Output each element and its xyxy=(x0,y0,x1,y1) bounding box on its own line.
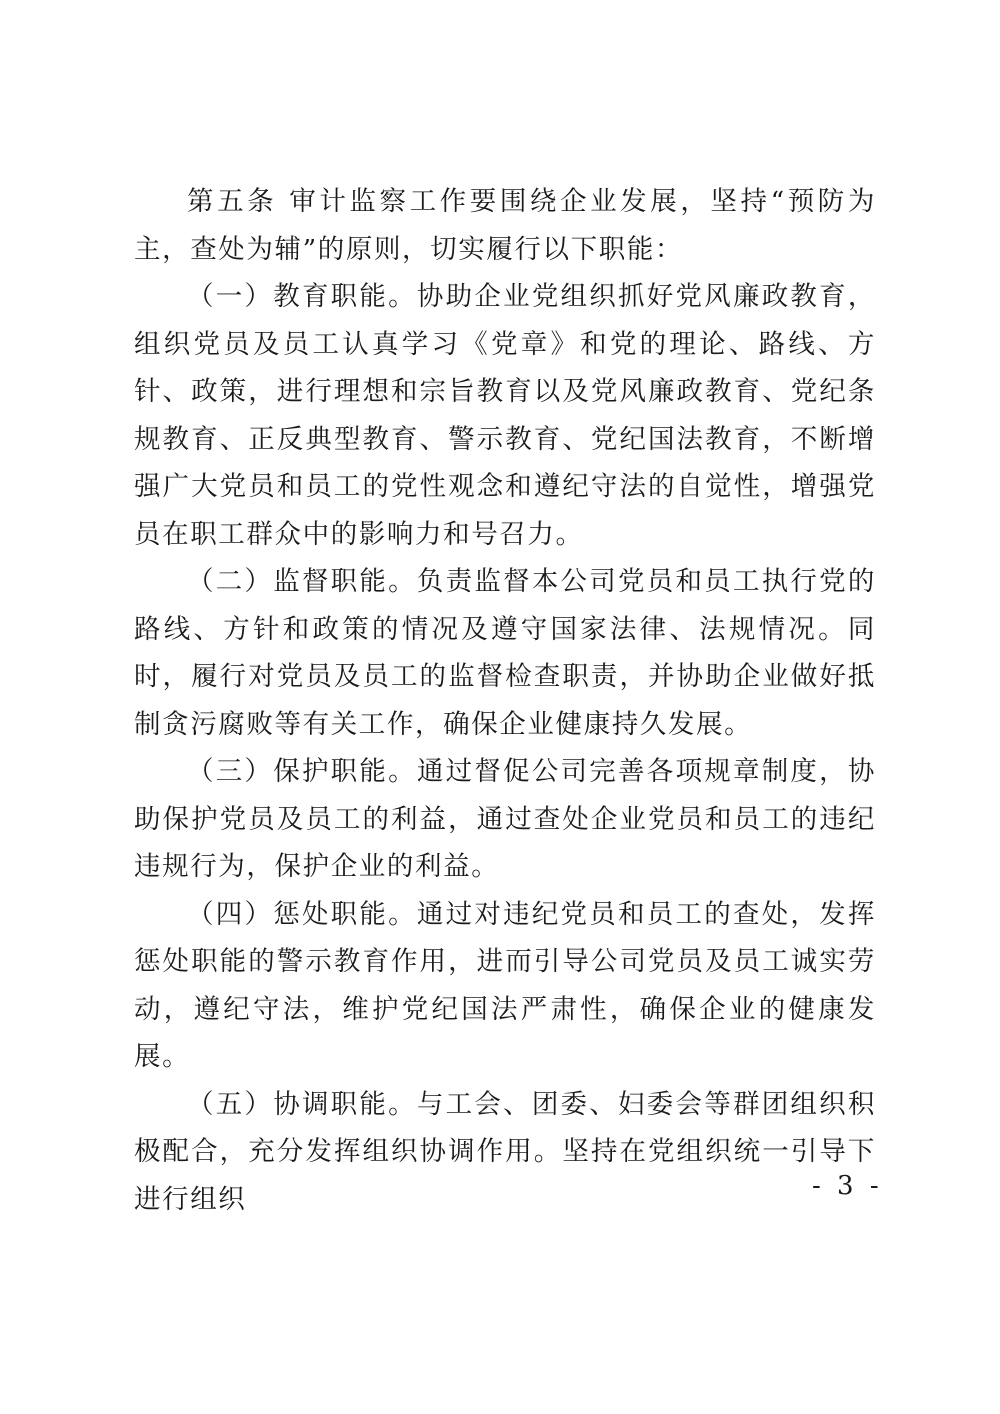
punishment-function: （四）惩处职能。通过对违纪党员和员工的查处，发挥惩处职能的警示教育作用，进而引导公司党员及员工诚实劳动，遵纪守法，维护党纪国法严肃性，确保企业的健康发展。 xyxy=(134,898,876,1072)
protection-function: （三）保护职能。通过督促公司完善各项规章制度，协助保护党员及员工的利益，通过查处企业党员和员工的违纪违规行为，保护企业的利益。 xyxy=(134,756,876,882)
supervision-function: （二）监督职能。负责监督本公司党员和员工执行党的路线、方针和政策的情况及遵守国家法律、法规情况。同时，履行对党员及员工的监督检查职责，并协助企业做好抵制贪污腐败等有关工作，确保企业健康持久发展。 xyxy=(134,566,876,740)
education-function: （一）教育职能。协助企业党组织抓好党风廉政教育，组织党员及员工认真学习《党章》和党的理论、路线、方针、政策，进行理想和宗旨教育以及党风廉政教育、党纪条规教育、正反典型教育、警示教育、党纪国法教育，不断增强广大党员和员工的党性观念和遵纪守法的自觉性，增强党员在职工群众中的影响力和号召力。 xyxy=(134,281,876,550)
page-number: - 3 - xyxy=(812,1171,883,1201)
document-body xyxy=(134,178,876,1223)
coordination-function: （五）协调职能。与工会、团委、妇委会等群团组织积极配合，充分发挥组织协调作用。坚持在党组织统一引导下进行组织 xyxy=(134,1088,876,1215)
article-5-intro: 第五条 审计监察工作要围绕企业发展，坚持“预防为主，查处为辅”的原则，切实履行以下职能： xyxy=(134,186,876,265)
